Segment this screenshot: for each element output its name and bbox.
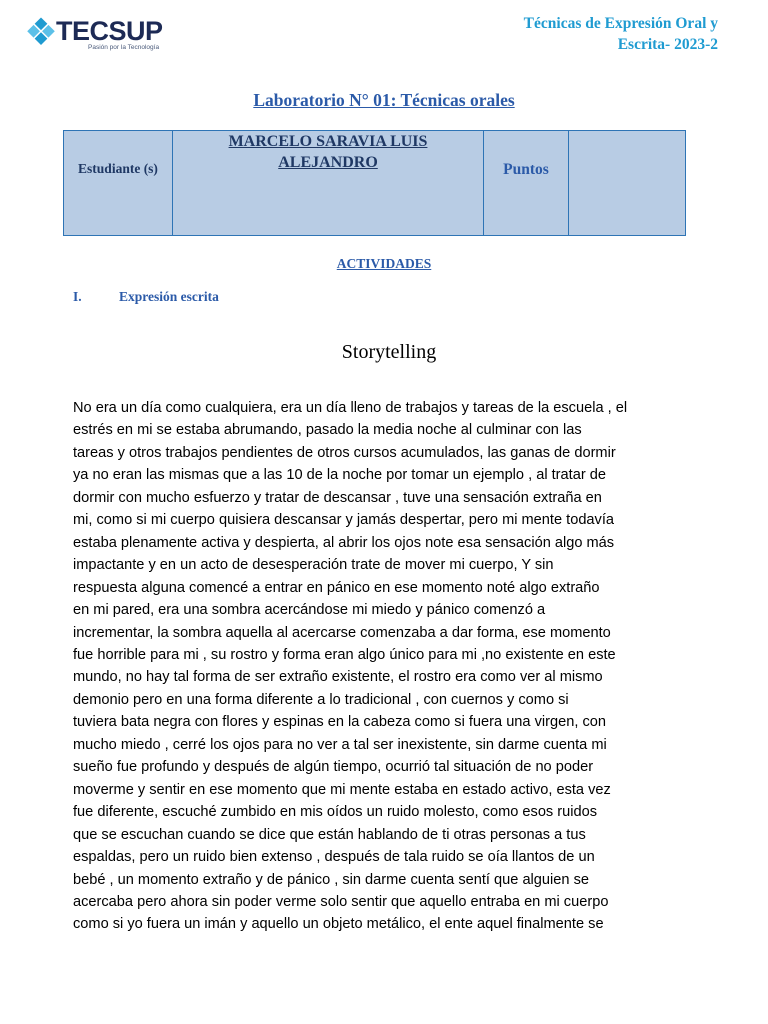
story-line: No era un día como cualquiera, era un día lleno de trabajos y tareas de la escuela , el (73, 400, 628, 416)
story-line: en mi pared, era una sombra acercándose mi miedo y pánico comenzó a (73, 602, 546, 619)
activities-heading: ACTIVIDADES (336, 256, 432, 271)
story-line: incrementar, la sombra aquella al acercarse comenzaba a dar forma, ese momento (73, 624, 611, 641)
story-line: espaldas, pero un ruido bien extenso , después de tala ruido se oía llantos de un (73, 849, 595, 866)
story-line: mundo, no hay tal forma de ser extraño existente, el rostro era como ver al mismo (73, 669, 603, 686)
story-title: Storytelling (341, 341, 437, 363)
story-line: demonio pero en una forma diferente a lo tradicional , con cuernos y como si (73, 691, 569, 708)
story-line: bebé , un momento extraño y de pánico , sin darme cuenta sentí que alguien se (73, 871, 589, 888)
story-line: tuviera bata negra con flores y espinas en la cabeza como si fuera una virgen, con (73, 714, 606, 731)
story-line: acercaba pero ahora sin poder verme solo sentir que aquello entraba en mi cuerpo (73, 893, 609, 910)
student-label: Estudiante (s) (78, 161, 158, 176)
story-line: estaba plenamente activa y despierta, al abrir los ojos note esa sensación algo más (73, 534, 615, 551)
course-line-1: Técnicas de Expresión Oral y (523, 15, 718, 32)
section-number: I. (73, 289, 82, 304)
story-line: dormir con mucho esfuerzo y tratar de descansar , tuve una sensación extraña en (73, 489, 602, 506)
points-label-cell (484, 131, 569, 236)
student-info-table (63, 130, 686, 236)
story-line: que se escuchan cuando se dice que están hablando de ti otras personas a tus (73, 826, 586, 843)
points-label: Puntos (503, 161, 549, 178)
story-line: fue horrible para mi , su rostro y forma eran algo único para mi ,no existente en este (73, 646, 616, 663)
story-body (73, 397, 705, 936)
tecsup-logo-mark-icon (24, 16, 58, 50)
student-name-line-2: ALEJANDRO (278, 154, 378, 171)
story-line: moverme y sentir en ese momento que mi mente estaba en estado activo, esta vez (73, 781, 611, 798)
student-label-cell (64, 131, 173, 236)
course-line-2: Escrita- 2023-2 (617, 36, 718, 53)
story-line: mi, como si mi cuerpo quisiera descansar y jamás despertar, pero mi mente todavía (73, 512, 615, 529)
section-heading (73, 289, 219, 305)
story-line: mucho miedo , cerré los ojos para no ver a tal ser inexistente, sin darme cuenta mi (73, 736, 607, 753)
student-name (173, 131, 483, 173)
student-name-line-1: MARCELO SARAVIA LUIS (228, 133, 428, 150)
logo-wordmark: TECSUP (56, 16, 163, 46)
story-line: respuesta alguna comencé a entrar en pánico en ese momento noté algo extraño (73, 579, 600, 596)
story-line: impactante y en un acto de desesperación trate de mover mi cuerpo, Y sin (73, 557, 554, 574)
course-header (458, 13, 718, 55)
student-name-cell[interactable] (173, 131, 484, 236)
story-line: estrés en mi se estaba abrumando, pasado la media noche al culminar con las (73, 422, 582, 439)
section-title: Expresión escrita (119, 289, 219, 304)
story-line: ya no eran las mismas que a las 10 de la noche por tomar un ejemplo , al tratar de (73, 467, 606, 484)
lab-title: Laboratorio N° 01: Técnicas orales (253, 90, 515, 110)
story-line: fue diferente, escuché zumbido en mis oídos un ruido molesto, como esos ruidos (73, 804, 598, 821)
story-line: tareas y otros trabajos pendientes de otros cursos acumulados, las ganas de dormir (73, 444, 616, 461)
story-line: como si yo fuera un imán y aquello un objeto metálico, el ente aquel finalmente se (73, 916, 604, 933)
tecsup-logo (24, 14, 163, 54)
points-value-cell[interactable] (569, 131, 686, 236)
story-line: sueño fue profundo y después de algún tiempo, ocurrió tal situación de no poder (73, 759, 594, 776)
logo-tagline: Pasión por la Tecnología (88, 44, 160, 51)
